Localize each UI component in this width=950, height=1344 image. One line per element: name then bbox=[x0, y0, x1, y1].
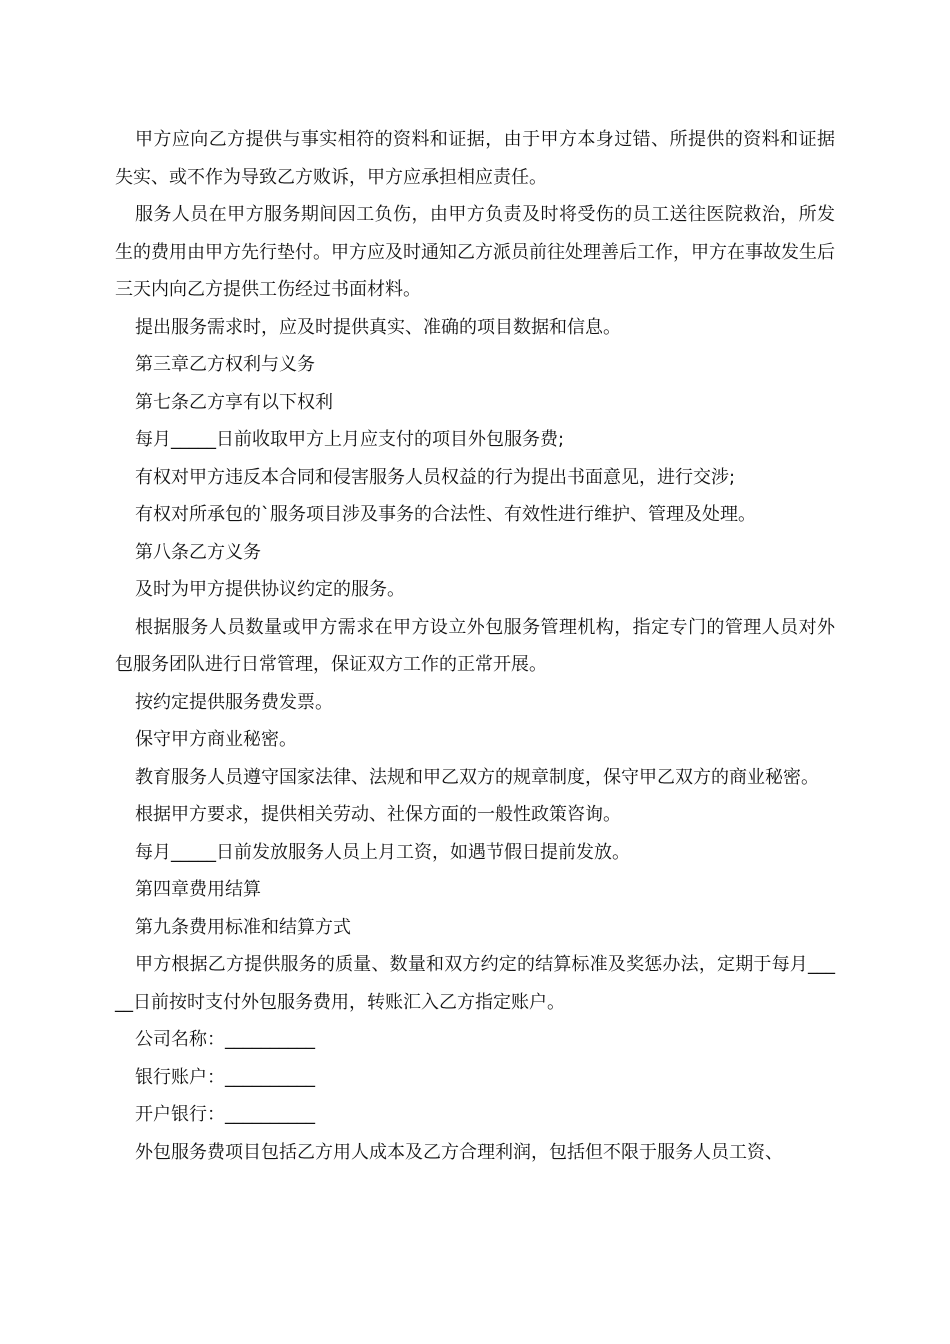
paragraph-evidence-responsibility: 甲方应向乙方提供与事实相符的资料和证据，由于甲方本身过错、所提供的资料和证据失实、或不作为导致乙方败诉，甲方应承担相应责任。 bbox=[115, 129, 835, 188]
paragraph-right-negotiate: 有权对甲方违反本合同和侵害服务人员权益的行为提出书面意见，进行交涉; bbox=[135, 466, 736, 488]
field-bank-name: 开户银行：__________ bbox=[135, 1104, 315, 1125]
paragraph-fee-items: 外包服务费项目包括乙方用人成本及乙方合理利润，包括但不限于服务人员工资、 bbox=[135, 1141, 783, 1163]
paragraph-monthly-fee: 每月_____日前收取甲方上月应支付的项目外包服务费; bbox=[135, 429, 565, 450]
field-bank-account: 银行账户：__________ bbox=[135, 1066, 315, 1088]
paragraph-provide-service: 及时为甲方提供协议约定的服务。 bbox=[135, 579, 405, 600]
paragraph-service-demand: 提出服务需求时，应及时提供真实、准确的项目数据和信息。 bbox=[135, 316, 621, 338]
paragraph-settlement: 甲方根据乙方提供服务的质量、数量和双方约定的结算标准及奖惩办法，定期于每月_____日前按时支付外包服务费用，转账汇入乙方指定账户。 bbox=[115, 954, 835, 1013]
document-body bbox=[115, 121, 835, 1171]
article-heading-9: 第九条费用标准和结算方式 bbox=[135, 916, 351, 938]
paragraph-salary: 每月_____日前发放服务人员上月工资，如遇节假日提前发放。 bbox=[135, 841, 630, 863]
paragraph-management-org: 根据服务人员数量或甲方需求在甲方设立外包服务管理机构，指定专门的管理人员对外包服务团队进行日常管理，保证双方工作的正常开展。 bbox=[115, 616, 835, 675]
paragraph-work-injury: 服务人员在甲方服务期间因工负伤，由甲方负责及时将受伤的员工送往医院救治，所发生的费用由甲方先行垫付。甲方应及时通知乙方派员前往处理善后工作，甲方在事故发生后三天内向乙方提供工伤经过书面材料。 bbox=[115, 204, 835, 300]
paragraph-right-maintain: 有权对所承包的`服务项目涉及事务的合法性、有效性进行维护、管理及处理。 bbox=[135, 504, 756, 525]
field-company-name: 公司名称：__________ bbox=[135, 1029, 315, 1050]
paragraph-confidentiality: 保守甲方商业秘密。 bbox=[135, 729, 297, 750]
chapter-heading-3: 第三章乙方权利与义务 bbox=[135, 354, 315, 375]
article-heading-7: 第七条乙方享有以下权利 bbox=[135, 391, 333, 413]
paragraph-education: 教育服务人员遵守国家法律、法规和甲乙双方的规章制度，保守甲乙双方的商业秘密。 bbox=[135, 766, 819, 788]
chapter-heading-4: 第四章费用结算 bbox=[135, 879, 261, 900]
paragraph-invoice: 按约定提供服务费发票。 bbox=[135, 691, 333, 713]
paragraph-policy-consult: 根据甲方要求，提供相关劳动、社保方面的一般性政策咨询。 bbox=[135, 804, 621, 825]
article-heading-8: 第八条乙方义务 bbox=[135, 541, 261, 563]
